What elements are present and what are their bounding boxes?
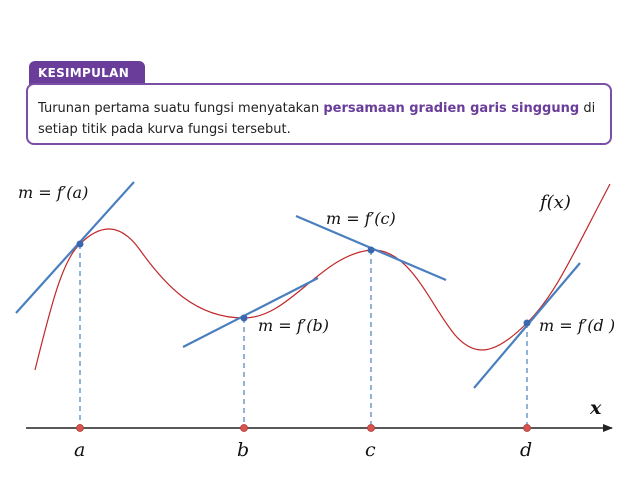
function-label: f(x)	[540, 192, 571, 213]
function-curve	[35, 184, 610, 370]
axis-point-d	[524, 425, 531, 432]
tangent-point-b	[241, 315, 248, 322]
tangent-point-c	[368, 247, 375, 254]
tangent-line-b	[183, 278, 318, 347]
axis-label-b: b	[237, 439, 250, 461]
tangent-point-d	[524, 320, 531, 327]
axis-point-b	[241, 425, 248, 432]
conclusion-text-highlight: persamaan gradien garis singgung	[323, 101, 580, 116]
conclusion-text-after: di setiap titik pada kurva fungsi tersebut.	[38, 101, 596, 137]
slope-label-b: m = f′(b)	[258, 316, 330, 335]
tangent-point-a	[77, 241, 84, 248]
conclusion-text-before: Turunan pertama suatu fungsi menyatakan	[38, 101, 324, 116]
slope-label-a: m = f′(a)	[18, 183, 89, 202]
slope-label-c: m = f′(c)	[326, 209, 396, 228]
x-axis-label: x	[590, 397, 602, 419]
axis-label-d: d	[520, 439, 533, 461]
axis-point-c	[368, 425, 375, 432]
axis-label-a: a	[74, 439, 86, 461]
axis-label-c: c	[365, 439, 376, 461]
slope-label-d: m = f′(d )	[539, 316, 616, 335]
kesimpulan-tab-label: KESIMPULAN	[38, 66, 130, 80]
axis-point-a	[77, 425, 84, 432]
